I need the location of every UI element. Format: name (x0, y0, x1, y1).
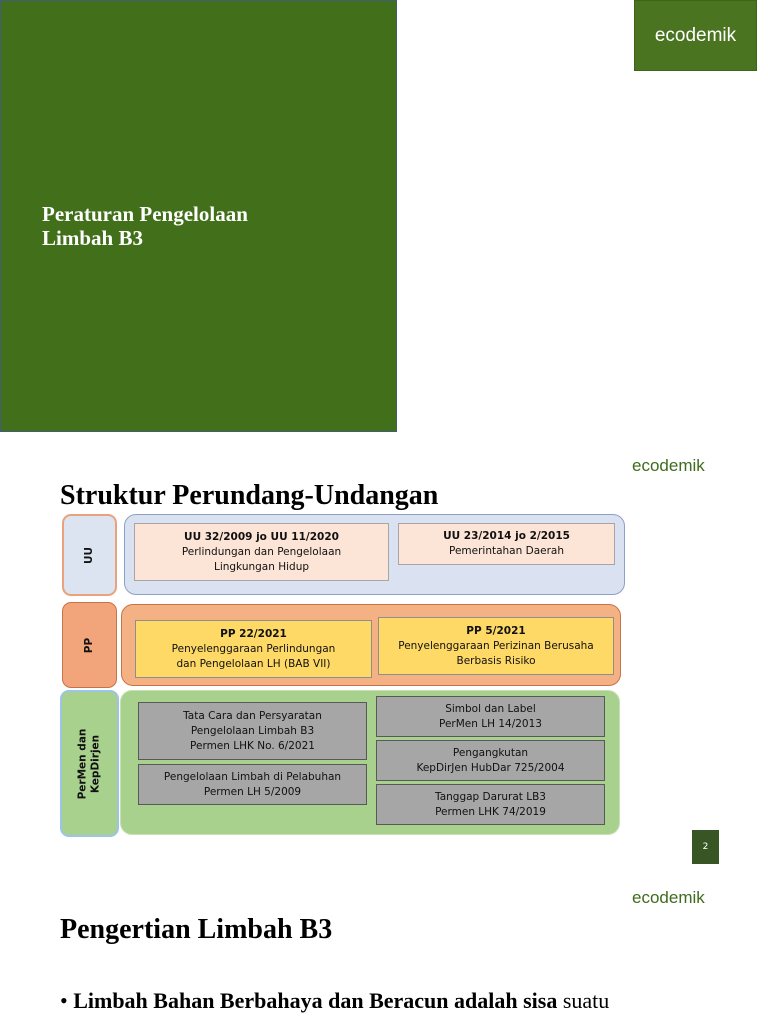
bullet-marker: • (60, 988, 74, 1013)
bullet-normal-text: suatu (562, 988, 610, 1013)
box-line: Lingkungan Hidup (213, 560, 310, 573)
box-line: PerMen LH 14/2013 (439, 717, 542, 730)
pp-row-label (62, 602, 117, 688)
permen-row-label (60, 690, 119, 837)
pp-label-text: PP (83, 637, 95, 653)
box-line: Simbol dan Label (445, 702, 536, 715)
box-line: PP 5/2021 (466, 624, 526, 637)
box-line: Permen LH 5/2009 (203, 785, 302, 798)
box-line: Tata Cara dan Persyaratan (183, 709, 322, 722)
permen-box-pengangkutan (376, 740, 605, 781)
box-line: Pemerintahan Daerah (448, 545, 564, 557)
ecodemik-logo: ecodemik (632, 888, 705, 907)
box-line: Pengelolaan Limbah di Pelabuhan (163, 770, 342, 783)
permen-label-line-2: KepDirjen (89, 734, 102, 793)
box-line: Permen LHK No. 6/2021 (190, 739, 315, 752)
box-line: Pengelolaan Limbah B3 (190, 724, 315, 737)
logo-text: ecodemik (654, 24, 737, 46)
box-line: Tanggap Darurat LB3 (435, 790, 546, 803)
box-line: Pengangkutan (452, 746, 529, 759)
ecodemik-logo: ecodemik (632, 456, 705, 475)
bullet-item (60, 986, 760, 1016)
box-line: Permen LHK 74/2019 (435, 805, 546, 818)
permen-box-simbol-label (376, 696, 605, 737)
box-line: PP 22/2021 (220, 627, 287, 640)
box-line: KepDirJen HubDar 725/2004 (416, 761, 565, 774)
box-line: Perlindungan dan Pengelolaan (181, 545, 342, 558)
box-line: dan Pengelolaan LH (BAB VII) (176, 657, 331, 670)
slide-title: Pengertian Limbah B3 (60, 914, 333, 945)
box-line: UU 32/2009 jo UU 11/2020 (184, 530, 339, 543)
title-slide-heading (42, 202, 382, 250)
uu-row-label (62, 514, 117, 596)
slide-title: Struktur Perundang-Undangan (60, 480, 439, 511)
pp-box-pp22 (135, 620, 372, 678)
page-number-badge: 2 (692, 830, 719, 864)
permen-box-pelabuhan (138, 764, 367, 805)
uu-label-text: UU (83, 546, 95, 564)
bullet-bold-text: Limbah Bahan Berbahaya dan Beracun adalah sisa (73, 988, 558, 1013)
box-line: Penyelenggaraan Perlindungan (171, 642, 336, 655)
uu-box-uu32 (134, 523, 389, 581)
permen-box-tata-cara (138, 702, 367, 760)
ecodemik-logo-box (634, 0, 757, 71)
box-line: Penyelenggaraan Perizinan Berusaha (398, 639, 594, 652)
box-line: UU 23/2014 jo 2/2015 (443, 530, 570, 542)
permen-label-line-1: PerMen dan (76, 728, 89, 799)
uu-box-uu23 (398, 523, 615, 565)
title-line-2: Limbah B3 (42, 226, 143, 250)
box-line: Berbasis Risiko (456, 654, 536, 667)
permen-box-tanggap-darurat (376, 784, 605, 825)
permen-label-text (77, 728, 103, 799)
pp-box-pp5 (378, 617, 614, 675)
title-line-1: Peraturan Pengelolaan (42, 202, 248, 226)
